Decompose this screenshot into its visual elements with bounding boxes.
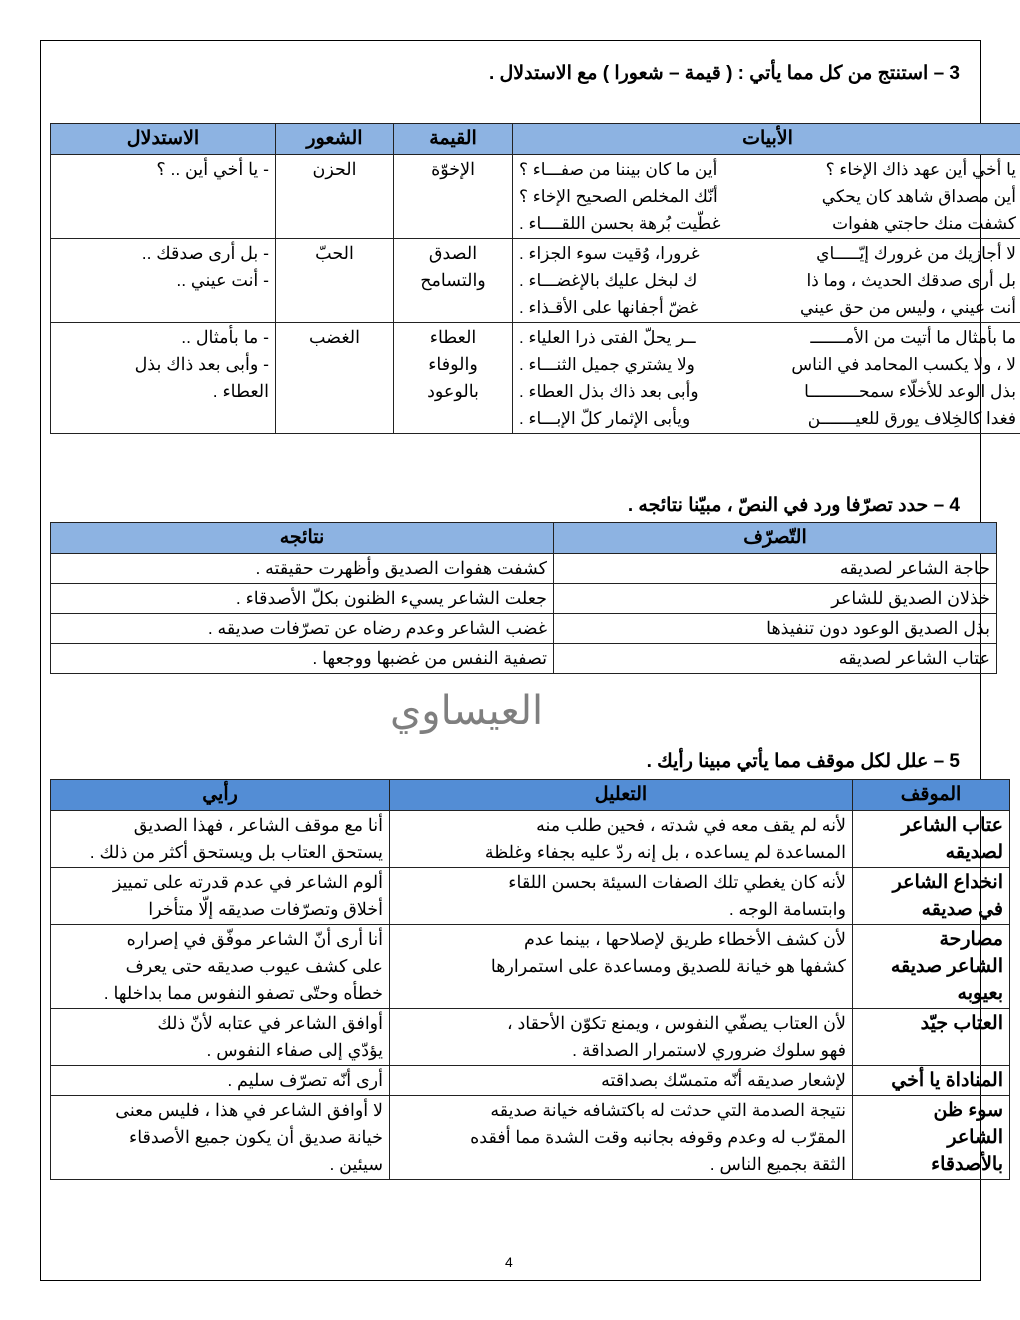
stance-text: الشاعر bbox=[947, 1127, 1003, 1148]
question-5-title: 5 – علل لكل موقف مما يأتي مبينا رأيك . bbox=[646, 751, 960, 772]
opinion-text: يستحق العتاب بل ويستحق أكثر من ذلك . bbox=[89, 842, 383, 862]
actions-results-table bbox=[50, 522, 997, 674]
verse bbox=[519, 324, 1016, 351]
stance-text: لصديقه bbox=[945, 842, 1003, 863]
evidence-text: - يا أخي أين .. ؟ bbox=[156, 159, 269, 179]
reason-text: الثقة بجميع الناس . bbox=[709, 1154, 846, 1174]
table-row bbox=[51, 1096, 1010, 1180]
stance-cell bbox=[853, 1066, 1010, 1096]
column-header: نتائجه bbox=[51, 523, 554, 554]
values-feelings-table bbox=[50, 123, 1020, 434]
table-row bbox=[51, 584, 997, 614]
value-text: والوفاء bbox=[428, 354, 478, 374]
reason-text: المساعدة لم يساعده ، بل إنه ردّ عليه بجفاء وغلظة bbox=[484, 842, 846, 862]
hemistich: بل أرى صدقك الحديث ، وما ذا bbox=[806, 271, 1016, 290]
column-header: التّصرّف bbox=[554, 523, 997, 554]
hemistich: لا أجازيك من غرورك إيّـــــاي bbox=[816, 244, 1016, 263]
verse bbox=[519, 378, 1016, 405]
evidence-text: - ما بأمثال .. bbox=[181, 327, 269, 347]
value-cell bbox=[394, 155, 513, 239]
table-row bbox=[51, 239, 1020, 323]
opinion-text: أوافق الشاعر في عتابه لأنّ ذلك bbox=[157, 1013, 383, 1033]
evidence-cell bbox=[51, 155, 276, 239]
reason-text: وابتسامة الوجه . bbox=[728, 899, 846, 919]
stance-cell bbox=[853, 1009, 1010, 1066]
hemistich: ك لبخل عليك بالإغضـــاء . bbox=[519, 271, 698, 290]
opinion-text: أنا أرى أنّ الشاعر موفّق في إصراره bbox=[126, 929, 383, 949]
verses-cell bbox=[513, 323, 1020, 434]
stance-text: بعيوبه bbox=[957, 983, 1003, 1004]
column-header: الشعور bbox=[276, 124, 394, 155]
reason-text: كشفها هو خيانة للصديق ومساعدة على استمرارها bbox=[490, 956, 846, 976]
action-cell: خذلان الصديق للشاعر bbox=[554, 584, 997, 614]
reason-text: نتيجة الصدمة التي حدثت له باكتشافه خيانة صديقه bbox=[490, 1100, 846, 1120]
reason-text: لأنه لم يقف معه في شدته ، فحين طلب منه bbox=[536, 815, 846, 835]
hemistich: أنت عيني ، وليس من حق عيني bbox=[799, 298, 1016, 317]
column-header: القيمة bbox=[394, 124, 513, 155]
table-row bbox=[51, 554, 997, 584]
reason-text: لأن العتاب يصفّي النفوس ، ويمنع تكوّن الأحقاد ، bbox=[506, 1013, 846, 1033]
reason-text: لأن كشف الأخطاء طريق لإصلاحها ، بينما عدم bbox=[523, 929, 846, 949]
stance-text: العتاب جيّد bbox=[920, 1013, 1003, 1034]
feeling-cell: الحبّ bbox=[276, 239, 394, 323]
table-row bbox=[51, 614, 997, 644]
question-3-title: 3 – استنتج من كل مما يأتي : ( قيمة – شعورا ) مع الاستدلال . bbox=[488, 63, 960, 84]
value-text: بالوعود bbox=[427, 381, 479, 401]
table-row bbox=[51, 1066, 1010, 1096]
value-text: العطاء bbox=[429, 327, 477, 347]
question-4-title: 4 – حدد تصرّفا ورد في النصّ ، مبيّنا نتائجه . bbox=[627, 495, 960, 516]
table-row bbox=[51, 811, 1010, 868]
feeling-cell: الغضب bbox=[276, 323, 394, 434]
value-text: الإخوّة bbox=[431, 159, 475, 179]
table-row bbox=[51, 155, 1020, 239]
opinion-text: على كشف عيوب صديقه حتى يعرف bbox=[125, 956, 383, 976]
value-text: الصدق bbox=[428, 243, 478, 263]
hemistich: كشفت منك حاجتي هفوات bbox=[832, 214, 1016, 233]
hemistich: ويأبى الإثمار كلّ الإبـــاء . bbox=[519, 409, 691, 428]
value-cell bbox=[394, 323, 513, 434]
column-header: الأبيات bbox=[513, 124, 1020, 155]
stance-cell bbox=[853, 811, 1010, 868]
opinion-text: ألوم الشاعر في عدم قدرته على تمييز bbox=[112, 872, 383, 892]
evidence-text: - بل أرى صدقك .. bbox=[141, 243, 269, 263]
opinion-text: خطأه وحتّى تصفو النفوس مما بداخلها . bbox=[103, 983, 383, 1003]
evidence-text: العطاء . bbox=[212, 381, 269, 401]
watermark: العيساوي bbox=[390, 688, 544, 734]
verse bbox=[519, 294, 1016, 321]
hemistich: يا أخي أين عهد ذاك الإخاء ؟ bbox=[825, 160, 1016, 179]
hemistich: لا ، ولا يكسب المحامد في الناس bbox=[791, 355, 1016, 374]
header-row bbox=[51, 523, 997, 554]
hemistich: أين مصداق شاهد كان يحكي bbox=[821, 187, 1016, 206]
reason-text: لإشعار صديقه أنّه متمسّك بصداقته bbox=[601, 1070, 846, 1090]
header-row bbox=[51, 124, 1020, 155]
stance-text: المناداة يا أخي bbox=[891, 1070, 1003, 1091]
column-header: الاستدلال bbox=[51, 124, 276, 155]
stance-text: بالأصدقاء bbox=[931, 1154, 1003, 1175]
verse bbox=[519, 210, 1016, 237]
stance-text: عتاب الشاعر bbox=[901, 815, 1003, 836]
hemistich: ما بأمثال ما أتيت من الأمـــــــ bbox=[810, 328, 1016, 347]
table-row bbox=[51, 925, 1010, 1009]
result-cell: تصفية النفس من غضبها ووجعها . bbox=[51, 644, 554, 674]
opinion-cell bbox=[51, 1066, 390, 1096]
reason-cell bbox=[390, 811, 853, 868]
verse bbox=[519, 156, 1016, 183]
reason-text: المقرّب له وعدم وقوفه بجانبه وقت الشدة مما أفقده bbox=[470, 1127, 846, 1147]
hemistich: وأبى بعد ذاك بذل العطاء . bbox=[519, 382, 699, 401]
opinion-text: أرى أنّه تصرّف سليم . bbox=[227, 1070, 383, 1090]
stance-text: سوء ظن bbox=[933, 1100, 1003, 1121]
reason-text: فهو سلوك ضروري لاستمرار الصداقة . bbox=[572, 1040, 846, 1060]
verses-cell bbox=[513, 239, 1020, 323]
verse bbox=[519, 351, 1016, 378]
feeling-cell: الحزن bbox=[276, 155, 394, 239]
header-row bbox=[51, 780, 1010, 811]
reason-text: لأنه كان يغطي تلك الصفات السيئة بحسن اللقاء bbox=[508, 872, 846, 892]
table-row bbox=[51, 323, 1020, 434]
stance-cell bbox=[853, 1096, 1010, 1180]
hemistich: ــر يحلّ الفتى ذرا العلياء . bbox=[519, 328, 696, 347]
result-cell: جعلت الشاعر يسيء الظنون بكلّ الأصدقاء . bbox=[51, 584, 554, 614]
column-header: الموقف bbox=[853, 780, 1010, 811]
stance-cell bbox=[853, 868, 1010, 925]
opinion-cell bbox=[51, 868, 390, 925]
value-cell bbox=[394, 239, 513, 323]
hemistich: غضّ أجفانها على الأقـذاء . bbox=[519, 298, 699, 317]
evidence-cell bbox=[51, 323, 276, 434]
column-header: التعليل bbox=[390, 780, 853, 811]
table-row bbox=[51, 1009, 1010, 1066]
opinion-text: خيانة صديق أن يكون جميع الأصدقاء bbox=[129, 1127, 383, 1147]
opinion-cell bbox=[51, 925, 390, 1009]
stance-text: الشاعر صديقه bbox=[890, 956, 1003, 977]
stance-cell bbox=[853, 925, 1010, 1009]
opinion-cell bbox=[51, 811, 390, 868]
stance-reasoning-table bbox=[50, 779, 1010, 1180]
reason-cell bbox=[390, 868, 853, 925]
table-row bbox=[51, 868, 1010, 925]
verse bbox=[519, 240, 1016, 267]
evidence-cell bbox=[51, 239, 276, 323]
action-cell: عتاب الشاعر لصديقه bbox=[554, 644, 997, 674]
hemistich: غطّيت بُرهة بحسن اللقــــاء . bbox=[519, 214, 721, 233]
reason-cell bbox=[390, 1009, 853, 1066]
opinion-cell bbox=[51, 1009, 390, 1066]
evidence-text: - وأبى بعد ذاك بذل bbox=[134, 354, 269, 374]
hemistich: أنّك المخلص الصحيح الإخاء ؟ bbox=[519, 187, 718, 206]
reason-cell bbox=[390, 1066, 853, 1096]
hemistich: أين ما كان بيننا من صفـــاء ؟ bbox=[519, 160, 718, 179]
opinion-text: يؤدّي إلى صفاء النفوس . bbox=[206, 1040, 383, 1060]
verse bbox=[519, 267, 1016, 294]
hemistich: ولا يشتري جميل الثنـــاء . bbox=[519, 355, 695, 374]
stance-text: في صديقه bbox=[921, 899, 1003, 920]
stance-text: انخداع الشاعر bbox=[892, 872, 1003, 893]
reason-cell bbox=[390, 925, 853, 1009]
opinion-cell bbox=[51, 1096, 390, 1180]
action-cell: بذل الصديق الوعود دون تنفيذها bbox=[554, 614, 997, 644]
stance-text: مصارحة bbox=[939, 929, 1003, 950]
opinion-text: لا أوافق الشاعر في هذا ، فليس معنى bbox=[115, 1100, 383, 1120]
result-cell: غضب الشاعر وعدم رضاه عن تصرّفات صديقه . bbox=[51, 614, 554, 644]
verse bbox=[519, 405, 1016, 432]
hemistich: فغدا كالخِلاف يورق للعيـــــــن bbox=[807, 409, 1016, 428]
opinion-text: أخلاق وتصرّفات صديقه إلّا متأخرا bbox=[148, 899, 383, 919]
verses-cell bbox=[513, 155, 1020, 239]
opinion-text: سيئين . bbox=[329, 1154, 383, 1174]
evidence-text: - أنت عيني .. bbox=[176, 270, 269, 290]
hemistich: غرورا، وُقيت سوء الجزاء . bbox=[519, 244, 700, 263]
page-number: 4 bbox=[505, 1254, 513, 1270]
value-text: والتسامح bbox=[420, 270, 486, 290]
reason-cell bbox=[390, 1096, 853, 1180]
result-cell: كشفت هفوات الصديق وأظهرت حقيقته . bbox=[51, 554, 554, 584]
column-header: رأيي bbox=[51, 780, 390, 811]
opinion-text: أنا مع موقف الشاعر ، فهذا الصديق bbox=[133, 815, 383, 835]
table-row bbox=[51, 644, 997, 674]
action-cell: حاجة الشاعر لصديقه bbox=[554, 554, 997, 584]
hemistich: بذل الوعد للأخلّاء سمحــــــــــا bbox=[804, 382, 1016, 401]
verse bbox=[519, 183, 1016, 210]
